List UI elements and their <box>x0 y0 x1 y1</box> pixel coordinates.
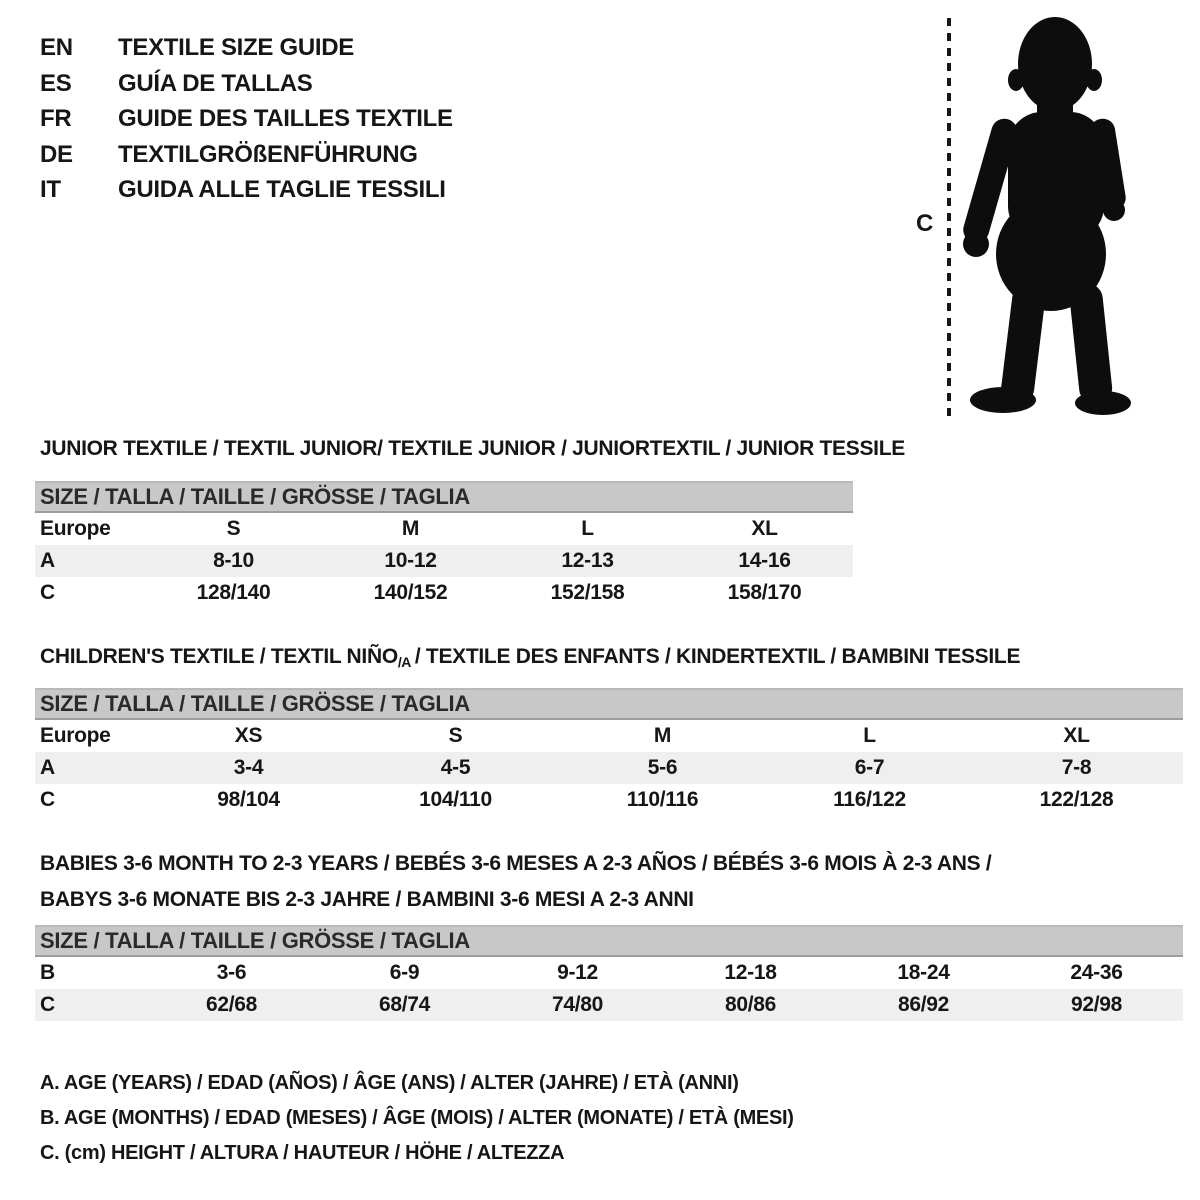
language-title: TEXTILGRÖßENFÜHRUNG <box>118 140 418 168</box>
table-row <box>35 545 853 577</box>
language-title: TEXTILE SIZE GUIDE <box>118 34 354 61</box>
table-row <box>35 957 1183 989</box>
table-header-band: SIZE / TALLA / TAILLE / GRÖSSE / TAGLIA <box>35 925 1183 957</box>
legend-footnotes <box>40 1066 794 1171</box>
language-title-list <box>40 30 453 208</box>
row-label: C <box>40 788 55 811</box>
size-cell: 128/140 <box>196 581 271 604</box>
size-cell: 24-36 <box>1070 961 1123 984</box>
size-cell: XS <box>234 724 263 747</box>
language-row-de <box>40 137 453 173</box>
size-cell: 104/110 <box>419 788 492 811</box>
size-cell: 68/74 <box>378 993 431 1016</box>
table-row <box>35 989 1183 1021</box>
size-cell: 3-4 <box>233 756 264 779</box>
size-cell: 158/170 <box>727 581 802 604</box>
size-cell: 122/128 <box>1039 788 1114 811</box>
babies-size-table <box>35 925 1183 1021</box>
children-heading-subscript: /A <box>397 654 411 670</box>
size-cell: 92/98 <box>1070 993 1123 1016</box>
children-section-heading <box>40 645 1020 670</box>
babies-section-heading <box>40 846 991 918</box>
footnote-line-b: B. AGE (MONTHS) / EDAD (MESES) / ÂGE (MOIS) / ALTER (MONATE) / ETÀ (MESI) <box>40 1107 794 1129</box>
language-code: EN <box>40 34 73 61</box>
row-label: A <box>40 549 55 572</box>
height-measure-label: C <box>916 210 934 237</box>
size-cell: 3-6 <box>216 961 247 984</box>
footnote-line-c: C. (cm) HEIGHT / ALTURA / HAUTEUR / HÖHE / ALTEZZA <box>40 1142 565 1164</box>
size-cell: 5-6 <box>647 756 678 779</box>
junior-section-heading: JUNIOR TEXTILE / TEXTIL JUNIOR/ TEXTILE JUNIOR / JUNIORTEXTIL / JUNIOR TESSILE <box>40 437 905 460</box>
language-title: GUIDA ALLE TAGLIE TESSILI <box>118 176 446 203</box>
size-cell: L <box>863 724 876 747</box>
row-label: Europe <box>40 724 111 747</box>
children-heading-part2: / TEXTILE DES ENFANTS / KINDERTEXTIL / BAMBINI TESSILE <box>414 645 1021 668</box>
table-header-band: SIZE / TALLA / TAILLE / GRÖSSE / TAGLIA <box>35 688 1183 720</box>
size-cell: XL <box>751 517 778 540</box>
size-cell: 6-9 <box>389 961 420 984</box>
children-size-table <box>35 688 1183 816</box>
size-cell: 8-10 <box>213 549 254 572</box>
size-cell: 80/86 <box>724 993 777 1016</box>
size-cell: 12-18 <box>724 961 777 984</box>
footnote-line-a: A. AGE (YEARS) / EDAD (AÑOS) / ÂGE (ANS) / ALTER (JAHRE) / ETÀ (ANNI) <box>40 1072 739 1094</box>
size-cell: 152/158 <box>550 581 625 604</box>
size-cell: 14-16 <box>738 549 791 572</box>
size-cell: M <box>401 517 420 540</box>
toddler-silhouette-icon <box>963 16 1145 420</box>
row-label: Europe <box>40 517 111 540</box>
language-row-es <box>40 66 453 102</box>
size-cell: 86/92 <box>897 993 950 1016</box>
size-cell: L <box>581 517 594 540</box>
row-label: C <box>40 993 55 1016</box>
babies-heading-line1: BABIES 3-6 MONTH TO 2-3 YEARS / BEBÉS 3-6 MESES A 2-3 AÑOS / BÉBÉS 3-6 MOIS À 2-3 ANS / <box>40 852 992 875</box>
language-row-it <box>40 172 453 208</box>
language-code: DE <box>40 140 73 168</box>
table-row <box>35 752 1183 784</box>
row-label: C <box>40 581 55 604</box>
height-measure-dashed-line <box>947 18 951 416</box>
junior-size-table <box>35 481 853 609</box>
size-cell: 62/68 <box>205 993 258 1016</box>
size-cell: 12-13 <box>561 549 614 572</box>
size-cell: S <box>226 517 241 540</box>
language-code: IT <box>40 176 61 203</box>
size-cell: 9-12 <box>557 961 598 984</box>
table-row <box>35 784 1183 816</box>
size-cell: 110/116 <box>626 788 699 811</box>
children-heading-part1: CHILDREN'S TEXTILE / TEXTIL NIÑO <box>40 645 398 668</box>
size-cell: 4-5 <box>440 756 471 779</box>
row-label: B <box>40 961 55 984</box>
language-code: ES <box>40 69 72 97</box>
table-header-band: SIZE / TALLA / TAILLE / GRÖSSE / TAGLIA <box>35 481 853 513</box>
row-label: A <box>40 756 55 779</box>
size-cell: S <box>448 724 463 747</box>
size-cell: 10-12 <box>384 549 437 572</box>
size-cell: 6-7 <box>854 756 885 779</box>
size-cell: 74/80 <box>551 993 604 1016</box>
table-row <box>35 577 853 609</box>
language-code: FR <box>40 105 72 132</box>
language-row-fr <box>40 101 453 137</box>
language-title: GUIDE DES TAILLES TEXTILE <box>118 105 453 132</box>
table-row <box>35 720 1183 752</box>
size-cell: 116/122 <box>833 788 906 811</box>
language-row-en <box>40 30 453 66</box>
size-cell: M <box>653 724 672 747</box>
language-title: GUÍA DE TALLAS <box>118 69 313 97</box>
size-cell: 7-8 <box>1061 756 1092 779</box>
size-cell: XL <box>1063 724 1090 747</box>
babies-heading-line2: BABYS 3-6 MONATE BIS 2-3 JAHRE / BAMBINI 3-6 MESI A 2-3 ANNI <box>40 888 694 911</box>
table-row <box>35 513 853 545</box>
size-cell: 18-24 <box>897 961 950 984</box>
size-cell: 140/152 <box>373 581 448 604</box>
size-cell: 98/104 <box>217 788 280 811</box>
